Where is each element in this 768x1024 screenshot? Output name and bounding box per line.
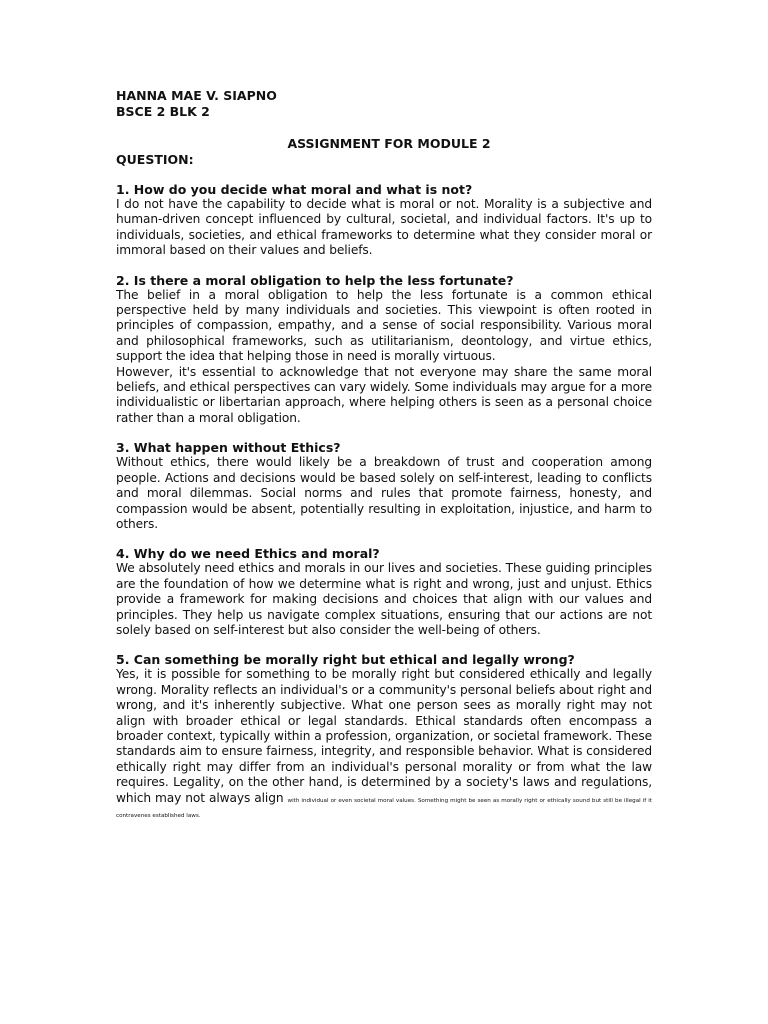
answer-3: Without ethics, there would likely be a breakdown of trust and cooperation among people. Actions and decisions would be based solely on self-interest, leading to conflicts and moral dilemmas. Social norms and rules that promote fairness, honesty, and compassion would be absent, potentially resulting in exploitation, injustice, and harm to others. <box>116 455 652 531</box>
question-4: 4. Why do we need Ethics and moral? <box>116 546 380 562</box>
answer-5-small-print: with individual or even societal moral values. Something might be seen as morally right or ethically sound but still be illegal if it contravenes established laws. <box>116 797 652 819</box>
qa-block-1 <box>116 182 652 259</box>
question-1: 1. How do you decide what moral and what is not? <box>116 182 473 197</box>
question-2: 2. Is there a moral obligation to help the less fortunate? <box>116 272 514 288</box>
answer-2-paragraph-1: The belief in a moral obligation to help the less fortunate is a common ethical perspective held by many individuals and societies. This viewpoint is often rooted in principles of compassion, empathy, and a sense of social responsibility. Various moral and philosophical frameworks, such as utilitarianism, deontology, and virtue ethics, support the idea that helping those in need is morally virtuous. <box>116 287 652 364</box>
answer-5 <box>116 667 652 821</box>
answer-5-main: Yes, it is possible for something to be morally right but considered ethically and legally wrong. Morality reflects an individual's or a community's personal beliefs about right and wrong, and it's inherently subjective. What one person sees as morally right may not align with broader ethical or legal standards. Ethical standards often encompass a broader context, typically within a profession, organization, or societal framework. These standards aim to ensure fairness, integrity, and responsible behavior. What is considered ethically right may differ from an individual's personal morality or from what the law requires. Legality, on the other hand, is determined by a society's laws and regulations, which may not always align <box>116 667 652 805</box>
qa-block-5 <box>116 652 652 821</box>
qa-block-2 <box>116 273 652 427</box>
question-label: QUESTION: <box>116 152 194 167</box>
document-page <box>116 88 652 821</box>
answer-4: We absolutely need ethics and morals in our lives and societies. These guiding principles are the foundation of how we determine what is right and wrong, just and unjust. Ethics provide a framework for making decisions and choices that align with our values and principles. They help us navigate complex situations, ensuring that our actions are not solely based on self-interest but also consider the well-being of others. <box>116 561 652 637</box>
student-section: BSCE 2 BLK 2 <box>116 104 210 119</box>
student-name: HANNA MAE V. SIAPNO <box>116 88 277 103</box>
question-5: 5. Can something be morally right but ethical and legally wrong? <box>116 652 575 668</box>
answer-2-paragraph-2: However, it's essential to acknowledge that not everyone may share the same moral beliefs, and ethical perspectives can vary widely. Some individuals may argue for a more individualistic or libertarian approach, where helping others is seen as a personal choice rather than a moral obligation. <box>116 364 652 425</box>
answer-1: I do not have the capability to decide what is moral or not. Morality is a subjective and human-driven concept influenced by cultural, societal, and individual factors. It's up to individuals, societies, and ethical frameworks to determine what they consider moral or immoral based on their values and beliefs. <box>116 197 652 258</box>
assignment-title: ASSIGNMENT FOR MODULE 2 <box>287 136 491 151</box>
qa-block-4 <box>116 546 652 638</box>
qa-block-3 <box>116 440 652 532</box>
question-3: 3. What happen without Ethics? <box>116 440 341 456</box>
